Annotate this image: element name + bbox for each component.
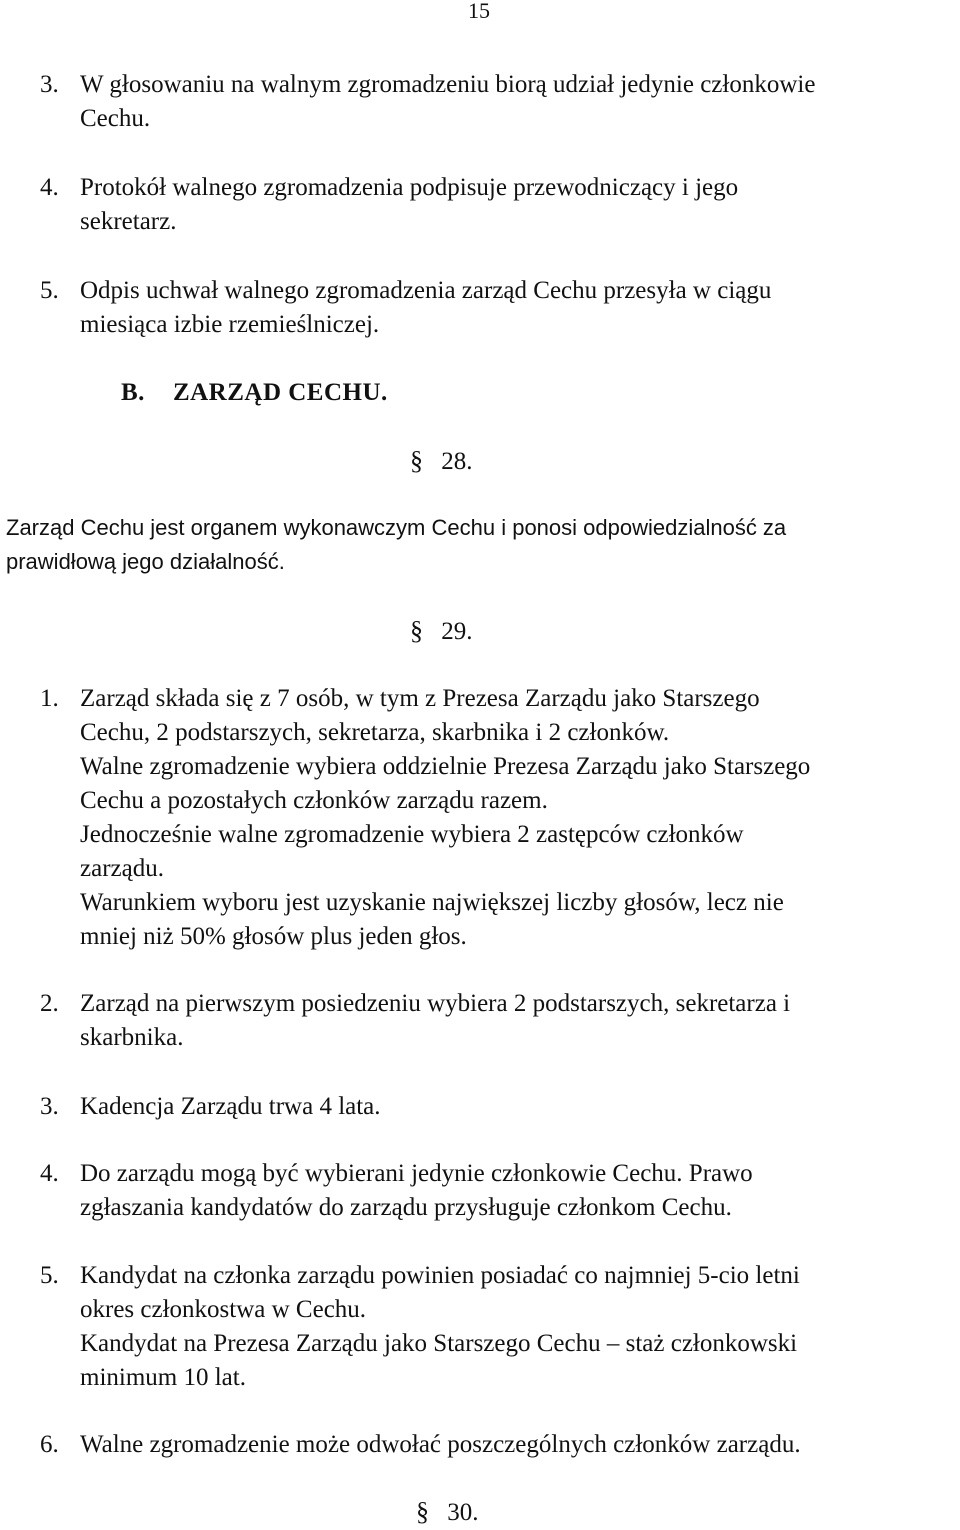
- item-number: 5.: [40, 1262, 59, 1289]
- item-number: 4.: [40, 1160, 59, 1187]
- item-text-line: Do zarządu mogą być wybierani jedynie członkowie Cechu. Prawo: [80, 1160, 753, 1187]
- item-text-line: Walne zgromadzenie może odwołać poszczególnych członków zarządu.: [80, 1431, 801, 1458]
- section-heading: [121, 376, 388, 410]
- paragraph-text-line: prawidłową jego działalność.: [6, 549, 285, 574]
- item-text-line: Odpis uchwał walnego zgromadzenia zarząd Cechu przesyła w ciągu: [80, 277, 772, 304]
- item-text-line: Warunkiem wyboru jest uzyskanie największej liczby głosów, lecz nie: [80, 889, 784, 916]
- item-text-line: Zarząd składa się z 7 osób, w tym z Prezesa Zarządu jako Starszego: [80, 685, 760, 712]
- item-text-line: Jednocześnie walne zgromadzenie wybiera 2 zastępców członków: [80, 821, 744, 848]
- item-text-line: minimum 10 lat.: [80, 1364, 246, 1391]
- item-text-line: W głosowaniu na walnym zgromadzeniu biorą udział jedynie członkowie: [80, 71, 816, 98]
- paragraph-heading: [416, 1495, 479, 1530]
- paragraph-symbol: §: [410, 616, 423, 645]
- paragraph-number: 28.: [441, 448, 473, 475]
- paragraph-heading: [410, 444, 473, 479]
- item-number: 1.: [40, 685, 59, 712]
- paragraph-number: 29.: [441, 618, 473, 645]
- item-number: 3.: [40, 71, 59, 98]
- item-text-line: Cechu, 2 podstarszych, sekretarza, skarbnika i 2 członków.: [80, 719, 670, 746]
- item-text-line: Cechu a pozostałych członków zarządu razem.: [80, 787, 548, 814]
- item-number: 5.: [40, 277, 59, 304]
- page-number: 15: [468, 0, 490, 23]
- item-text-line: sekretarz.: [80, 208, 177, 235]
- paragraph-number: 30.: [447, 1499, 479, 1526]
- section-title: ZARZĄD CECHU.: [172, 379, 388, 406]
- item-text-line: Zarząd na pierwszym posiedzeniu wybiera 2 podstarszych, sekretarza i: [80, 990, 791, 1017]
- paragraph-symbol: §: [410, 446, 423, 475]
- item-text-line: Kadencja Zarządu trwa 4 lata.: [80, 1093, 381, 1120]
- item-text-line: zgłaszania kandydatów do zarządu przysługuje członkom Cechu.: [80, 1194, 732, 1221]
- item-text-line: Cechu.: [80, 105, 151, 132]
- item-text-line: mniej niż 50% głosów plus jeden głos.: [80, 923, 467, 950]
- item-text-line: miesiąca izbie rzemieślniczej.: [80, 311, 380, 338]
- item-text-line: skarbnika.: [80, 1024, 184, 1051]
- item-number: 6.: [40, 1431, 59, 1458]
- paragraph-symbol: §: [416, 1497, 429, 1526]
- item-text-line: okres członkostwa w Cechu.: [80, 1296, 367, 1323]
- item-text-line: Walne zgromadzenie wybiera oddzielnie Prezesa Zarządu jako Starszego: [80, 753, 811, 780]
- item-text-line: Kandydat na Prezesa Zarządu jako Starszego Cechu – staż członkowski: [80, 1330, 798, 1357]
- paragraph-heading: [410, 614, 473, 649]
- item-text-line: Protokół walnego zgromadzenia podpisuje przewodniczący i jego: [80, 174, 739, 201]
- item-text-line: Kandydat na członka zarządu powinien posiadać co najmniej 5-cio letni: [80, 1262, 800, 1289]
- section-letter: B.: [121, 379, 145, 406]
- item-number: 3.: [40, 1093, 59, 1120]
- item-number: 4.: [40, 174, 59, 201]
- item-number: 2.: [40, 990, 59, 1017]
- paragraph-text-line: Zarząd Cechu jest organem wykonawczym Cechu i ponosi odpowiedzialność za: [6, 515, 787, 540]
- item-text-line: zarządu.: [80, 855, 164, 882]
